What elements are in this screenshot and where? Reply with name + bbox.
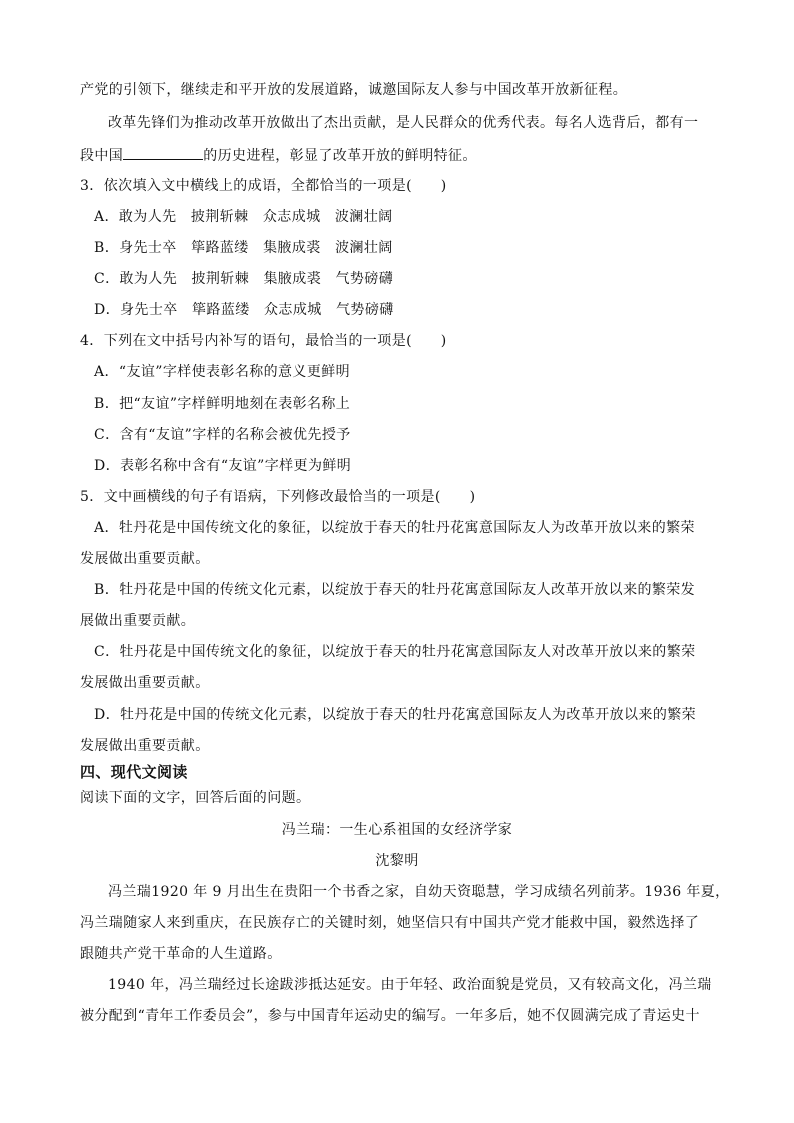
- question-3-option-b: B．身先士卒 筚路蓝缕 集腋成裘 波澜壮阔: [94, 240, 393, 256]
- question-5-option-d-line-1: D．牡丹花是中国的传统文化元素，以绽放于春天的牡丹花寓意国际友人为改革开放以来的繁荣: [94, 707, 697, 723]
- reading-instruction: 阅读下面的文字，回答后面的问题。: [80, 790, 311, 806]
- intro-line-3-start: 段中国: [80, 148, 124, 164]
- paragraph-2-line-2: 被分配到“青年工作委员会”，参与中国青年运动史的编写。一年多后，她不仅圆满完成了青运史十: [80, 1008, 700, 1024]
- question-4-option-b: B．把“友谊”字样鲜明地刻在表彰名称上: [94, 396, 351, 412]
- question-5-stem: 5．文中画横线的句子有语病，下列修改最恰当的一项是( ): [80, 489, 476, 505]
- question-5-option-b-line-2: 展做出重要贡献。: [80, 613, 196, 629]
- question-4-option-d: D．表彰名称中含有“友谊”字样更为鲜明: [94, 458, 352, 474]
- question-5-option-d-line-2: 发展做出重要贡献。: [80, 738, 210, 754]
- question-3-option-d: D．身先士卒 筚路蓝缕 众志成城 气势磅礴: [94, 302, 394, 318]
- intro-line-2: 改革先锋们为推动改革开放做出了杰出贡献，是人民群众的优秀代表。每名人选背后，都有一: [108, 115, 699, 131]
- question-5-option-c-line-1: C．牡丹花是中国传统文化的象征，以绽放于春天的牡丹花寓意国际友人对改革开放以来的繁荣: [94, 644, 696, 660]
- article-title: 冯兰瑞：一生心系祖国的女经济学家: [281, 822, 513, 838]
- question-3-option-a: A．敢为人先 披荆斩棘 众志成城 波澜壮阔: [94, 209, 393, 225]
- intro-line-1: 产党的引领下，继续走和平开放的发展道路，诚邀国际友人参与中国改革开放新征程。: [80, 82, 628, 98]
- article-author: 沈黎明: [375, 853, 419, 869]
- question-3-stem: 3．依次填入文中横线上的成语，全都恰当的一项是( ): [80, 178, 447, 194]
- question-5-option-a-line-2: 发展做出重要贡献。: [80, 551, 210, 567]
- section-heading: 四、现代文阅读: [80, 763, 188, 781]
- paragraph-1-line-3: 跟随共产党干革命的人生道路。: [80, 946, 282, 962]
- question-4-stem: 4．下列在文中括号内补写的语句，最恰当的一项是( ): [80, 333, 447, 349]
- question-5-option-a-line-1: A．牡丹花是中国传统文化的象征，以绽放于春天的牡丹花寓意国际友人为改革开放以来的繁荣: [94, 520, 695, 536]
- question-4-option-a: A．“友谊”字样使表彰名称的意义更鲜明: [94, 364, 351, 380]
- intro-line-3-end: 的历史进程，彰显了改革开放的鲜明特征。: [203, 148, 477, 164]
- paragraph-1-line-2: 冯兰瑞随家人来到重庆，在民族存亡的关键时刻，她坚信只有中国共产党才能救中国，毅然选择了: [80, 915, 700, 931]
- question-4-option-c: C．含有“友谊”字样的名称会被优先授予: [94, 427, 351, 443]
- fill-blank: [123, 145, 203, 160]
- intro-line-3: [80, 145, 720, 166]
- paragraph-1-line-1: 冯兰瑞1920 年 9 月出生在贵阳一个书香之家，自幼天资聪慧，学习成绩名列前茅。1936 年夏，: [108, 884, 730, 900]
- question-3-option-c: C．敢为人先 披荆斩棘 集腋成裘 气势磅礴: [94, 271, 394, 287]
- question-5-option-b-line-1: B．牡丹花是中国的传统文化元素，以绽放于春天的牡丹花寓意国际友人改革开放以来的繁荣发: [94, 582, 696, 598]
- paragraph-2-line-1: 1940 年，冯兰瑞经过长途跋涉抵达延安。由于年轻、政治面貌是党员，又有较高文化，冯兰瑞: [108, 977, 712, 993]
- question-5-option-c-line-2: 发展做出重要贡献。: [80, 675, 210, 691]
